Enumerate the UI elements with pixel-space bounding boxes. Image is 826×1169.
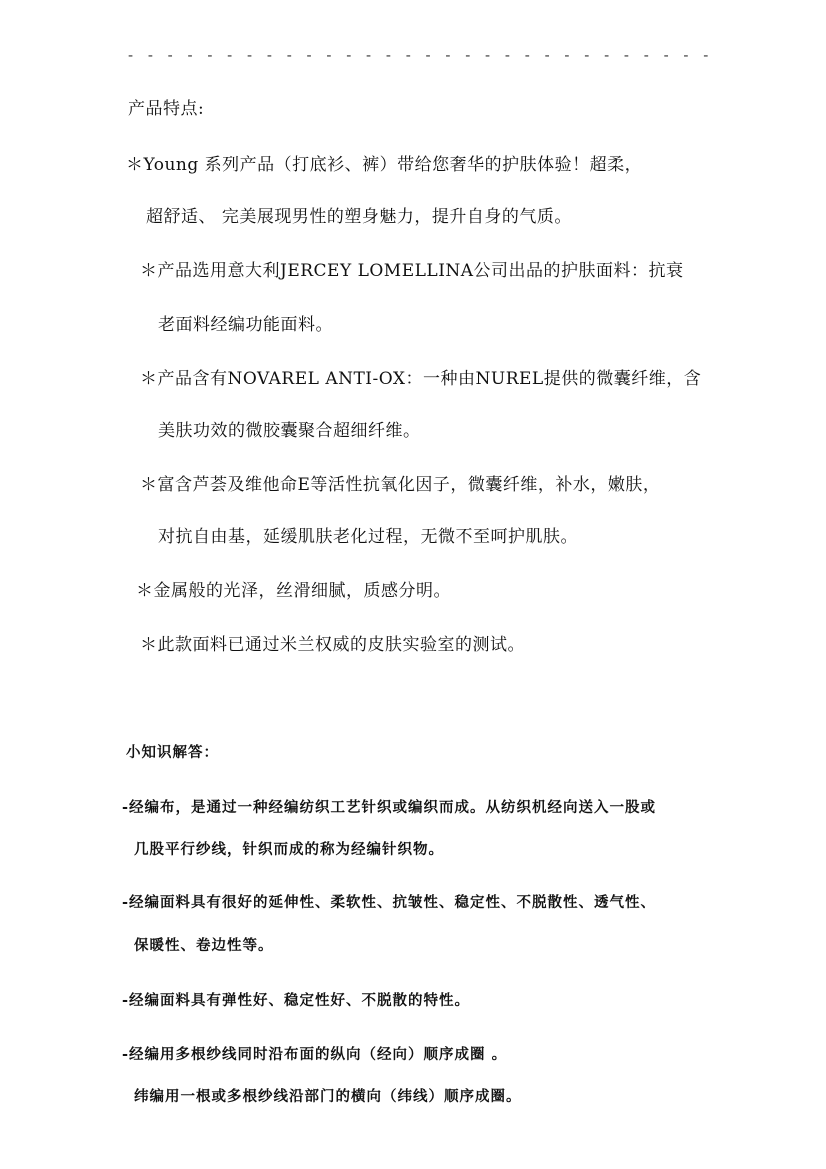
knowledge-line-2: 几股平行纱线，针织而成的称为经编针织物。 xyxy=(134,842,444,858)
feature-line-7: ＊富含芦荟及维他命E等活性抗氧化因子，微囊纤维，补水，嫩肤， xyxy=(140,475,661,495)
knowledge-line-7: 纬编用一根或多根纱线沿部门的横向（纬线）顺序成圈。 xyxy=(134,1089,522,1105)
knowledge-line-1: -经编布，是通过一种经编纺织工艺针织或编织而成。从纺织机经向送入一股或 xyxy=(122,800,657,816)
knowledge-line-5: -经编面料具有弹性好、稳定性好、不脱散的特性。 xyxy=(122,993,471,1009)
feature-line-4: 老面料经编功能面料。 xyxy=(158,315,333,335)
knowledge-line-3: -经编面料具有很好的延伸性、柔软性、抗皱性、稳定性、不脱散性、透气性、 xyxy=(122,895,657,911)
feature-line-6: 美肤功效的微胶囊聚合超细纤维。 xyxy=(158,421,421,441)
features-title: 产品特点: xyxy=(128,99,205,119)
feature-line-9: ＊金属般的光泽，丝滑细腻，质感分明。 xyxy=(136,581,451,601)
feature-line-5: ＊产品含有NOVAREL ANTI-OX：一种由NUREL提供的微囊纤维，含 xyxy=(140,369,702,389)
knowledge-line-6: -经编用多根纱线同时沿布面的纵向（经向）顺序成圈 。 xyxy=(122,1047,508,1063)
feature-line-10: ＊此款面料已通过米兰权威的皮肤实验室的测试。 xyxy=(140,635,525,655)
knowledge-title: 小知识解答： xyxy=(126,745,219,761)
feature-line-8: 对抗自由基，延缓肌肤老化过程，无微不至呵护肌肤。 xyxy=(158,527,578,547)
knowledge-line-4: 保暖性、卷边性等。 xyxy=(134,938,274,954)
feature-line-1: ＊Young 系列产品（打底衫、裤）带给您奢华的护肤体验！超柔， xyxy=(126,155,643,175)
feature-line-2: 超舒适、 完美展现男性的塑身魅力，提升自身的气质。 xyxy=(146,207,572,227)
header-dash-line: - - - - - - - - - - - - - - - - - - - - - - - - - - - - - - xyxy=(128,46,714,64)
feature-line-3: ＊产品选用意大利JERCEY LOMELLINA公司出品的护肤面料：抗衰 xyxy=(140,261,684,281)
